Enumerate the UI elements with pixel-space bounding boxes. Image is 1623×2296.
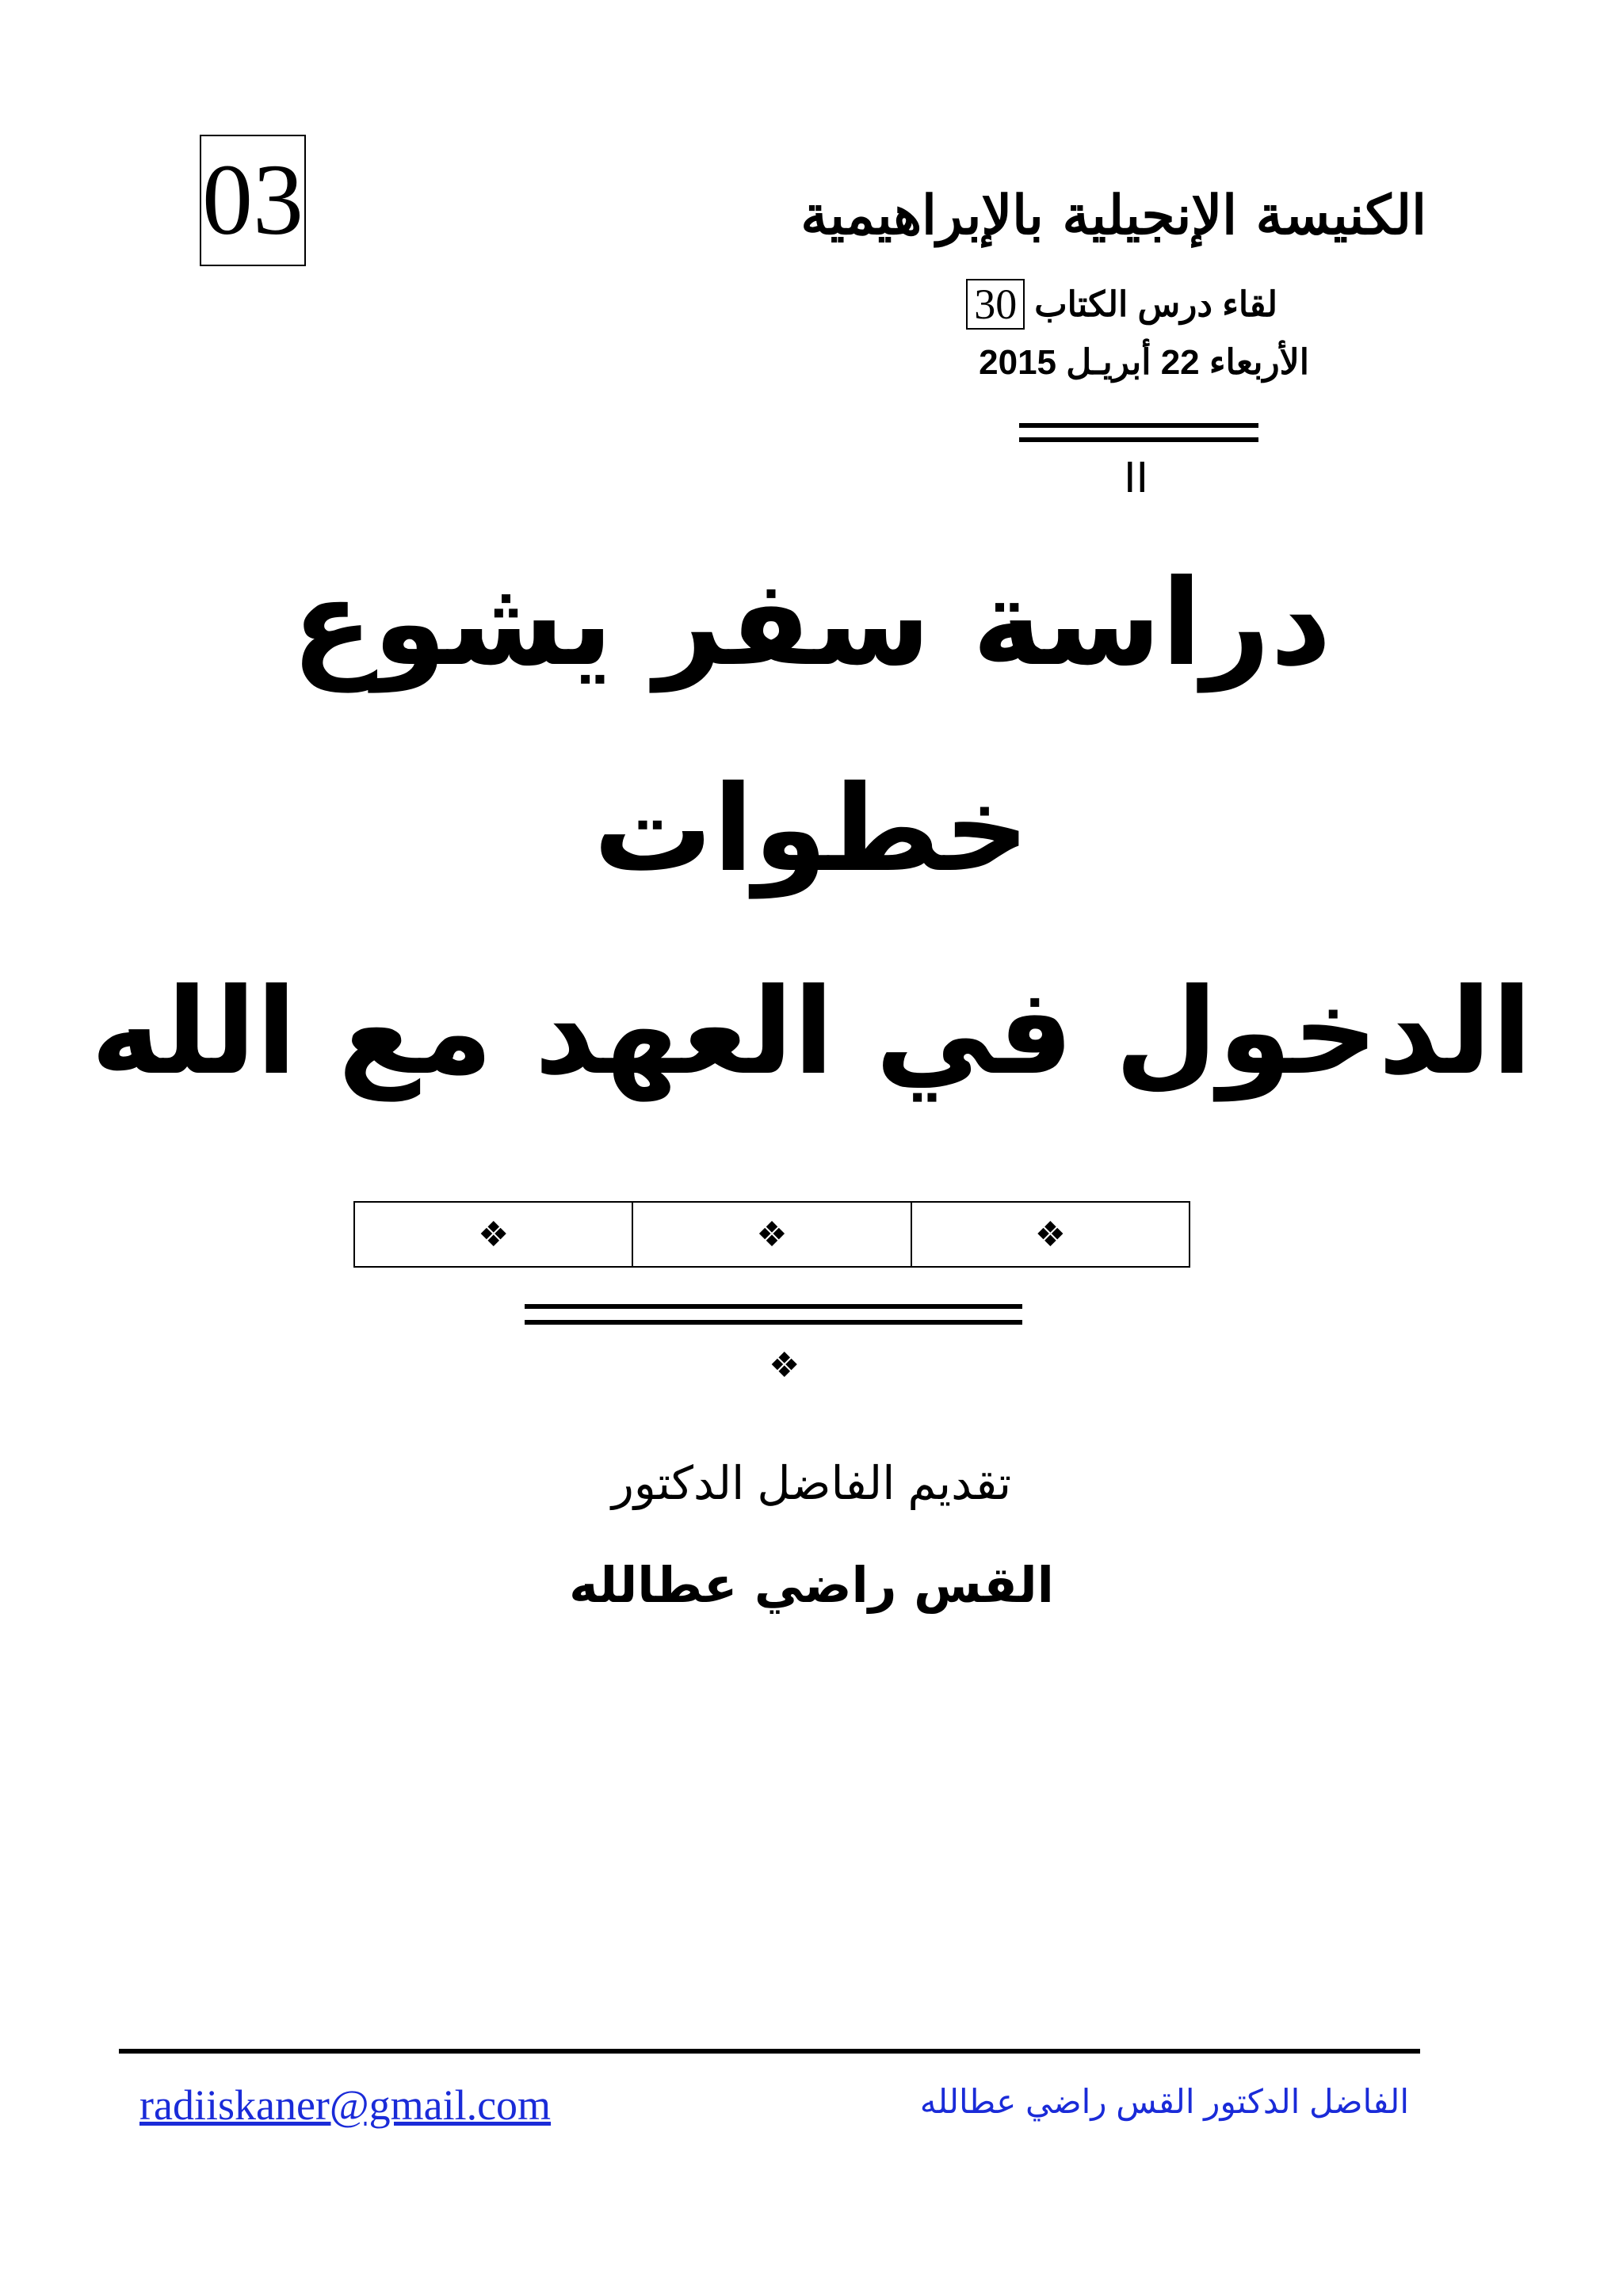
footer-rule xyxy=(119,2049,1420,2054)
title-line-3: الدخول في العهد مع الله xyxy=(90,963,1533,1101)
divider-diamond xyxy=(769,1342,800,1390)
diamond-icon: ❖ xyxy=(756,1215,788,1254)
footer-author: الفاضل الدكتور القس راضي عطالله xyxy=(919,2083,1409,2120)
presenter-name: القس راضي عطالله xyxy=(569,1556,1054,1614)
lesson-number-box xyxy=(200,135,306,266)
ornament-table xyxy=(353,1201,1190,1268)
divider-rule-top xyxy=(525,1304,1022,1309)
ornament-cell-middle xyxy=(632,1203,910,1266)
lesson-number: 03 xyxy=(202,143,304,256)
diamond-icon: ❖ xyxy=(769,1346,800,1385)
presenter-intro: تقديم الفاضل الدكتور xyxy=(611,1458,1012,1509)
email-link[interactable]: radiiskaner@gmail.com xyxy=(139,2081,552,2129)
meeting-label: لقاء درس الكتاب xyxy=(1034,284,1277,324)
church-name: الكنيسة الإنجيلية بالإبراهيمية xyxy=(800,184,1426,247)
meeting-number: 30 xyxy=(966,279,1025,330)
title-line-2: خطوات xyxy=(593,761,1030,898)
header-mark: II xyxy=(1124,452,1149,502)
header-rule-top xyxy=(1019,423,1258,428)
header-rule-bottom xyxy=(1019,437,1258,442)
diamond-icon: ❖ xyxy=(1034,1215,1067,1254)
meeting-date: الأربعاء 22 أبريـل 2015 xyxy=(979,343,1309,382)
title-line-1: دراسة سفر يشوع xyxy=(292,555,1331,692)
meeting-row xyxy=(966,279,1277,330)
ornament-cell-left xyxy=(355,1203,632,1266)
diamond-icon: ❖ xyxy=(477,1215,510,1254)
divider-rule-bottom xyxy=(525,1320,1022,1325)
ornament-cell-right xyxy=(911,1203,1189,1266)
